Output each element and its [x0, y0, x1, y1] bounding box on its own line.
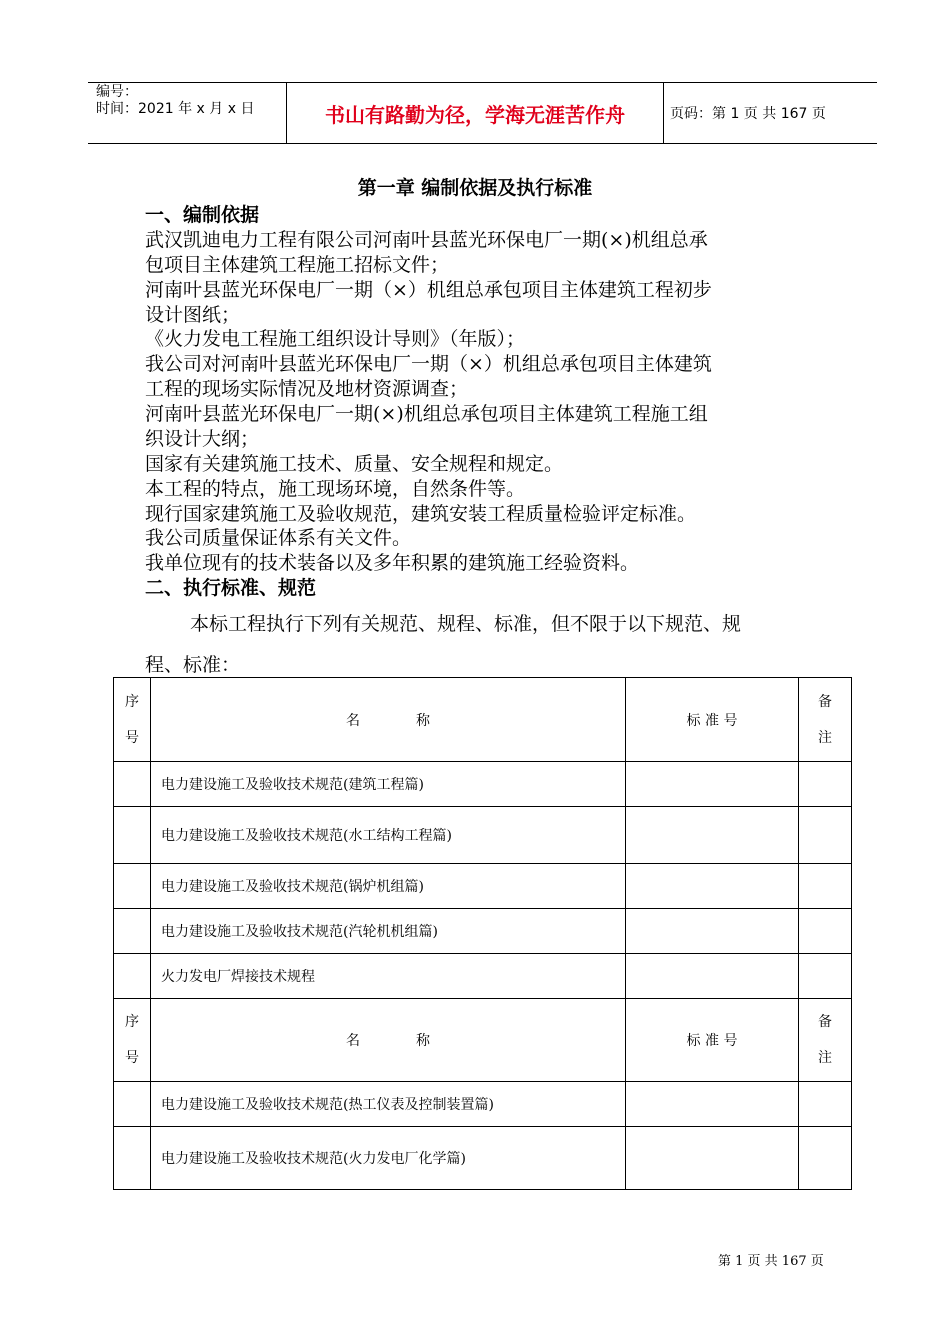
header-std: 标 准 号 [626, 999, 799, 1082]
chapter-title: 第一章 编制依据及执行标准 [357, 177, 593, 199]
table-header-row [114, 678, 852, 762]
section1-heading: 一、编制依据 [145, 204, 260, 226]
std-name: 电力建设施工及验收技术规范(火力发电厂化学篇) [161, 1151, 466, 1167]
body-line: 我公司对河南叶县蓝光环保电厂一期（×）机组总承包项目主体建筑 [145, 353, 712, 375]
table-row [114, 1127, 852, 1190]
section2-heading: 二、执行标准、规范 [145, 577, 317, 599]
body-line: 武汉凯迪电力工程有限公司河南叶县蓝光环保电厂一期(×)机组总承 [145, 229, 708, 251]
header-note: 备 注 [799, 999, 852, 1082]
body-line: 工程的现场实际情况及地材资源调查； [145, 378, 469, 400]
body-line: 本工程的特点，施工现场环境，自然条件等。 [145, 478, 526, 500]
std-name: 电力建设施工及验收技术规范(热工仪表及控制装置篇) [161, 1097, 494, 1113]
std-name: 电力建设施工及验收技术规范(水工结构工程篇) [161, 828, 452, 844]
table-row [114, 954, 852, 999]
header-std: 标 准 号 [626, 678, 799, 762]
table-row [114, 762, 852, 807]
header-no: 序 号 [114, 678, 151, 762]
header-name: 名 称 [151, 678, 626, 762]
std-name: 电力建设施工及验收技术规范(建筑工程篇) [161, 777, 424, 793]
std-name: 电力建设施工及验收技术规范(锅炉机组篇) [161, 879, 424, 895]
header-meta [96, 84, 254, 118]
page-header [88, 82, 877, 144]
body-line: 织设计大纲； [145, 428, 260, 450]
standards-table [113, 677, 852, 1190]
time-label: 时间：2021 年 x 月 x 日 [96, 101, 255, 117]
body-line: 现行国家建筑施工及验收规范，建筑安装工程质量检验评定标准。 [145, 503, 697, 525]
body-line: 《火力发电工程施工组织设计导则》（年版）； [145, 328, 526, 350]
header-note: 备 注 [799, 678, 852, 762]
body-line: 我单位现有的技术装备以及多年积累的建筑施工经验资料。 [145, 552, 640, 574]
page-footer: 第 1 页 共 167 页 [718, 1254, 824, 1269]
body-line: 我公司质量保证体系有关文件。 [145, 527, 412, 549]
intro-line: 本标工程执行下列有关规范、规程、标准，但不限于以下规范、规 [190, 613, 742, 635]
body-line: 河南叶县蓝光环保电厂一期(×)机组总承包项目主体建筑工程施工组 [145, 403, 708, 425]
header-page-info: 页码：第 1 页 共 167 页 [670, 106, 826, 122]
table-row [114, 1082, 852, 1127]
intro-line: 程、标准： [145, 654, 241, 676]
std-name: 火力发电厂焊接技术规程 [161, 969, 315, 985]
table-header-row [114, 999, 852, 1082]
table-row [114, 807, 852, 864]
body-line: 河南叶县蓝光环保电厂一期（×）机组总承包项目主体建筑工程初步 [145, 279, 712, 301]
header-no: 序 号 [114, 999, 151, 1082]
std-name: 电力建设施工及验收技术规范(汽轮机机组篇) [161, 924, 438, 940]
header-name: 名 称 [151, 999, 626, 1082]
table-row [114, 909, 852, 954]
header-motto: 书山有路勤为径，学海无涯苦作舟 [286, 83, 664, 143]
body-line: 包项目主体建筑工程施工招标文件； [145, 254, 450, 276]
body-line: 国家有关建筑施工技术、质量、安全规程和规定。 [145, 453, 564, 475]
number-label: 编号： [96, 84, 138, 100]
body-line: 设计图纸； [145, 304, 241, 326]
table-row [114, 864, 852, 909]
